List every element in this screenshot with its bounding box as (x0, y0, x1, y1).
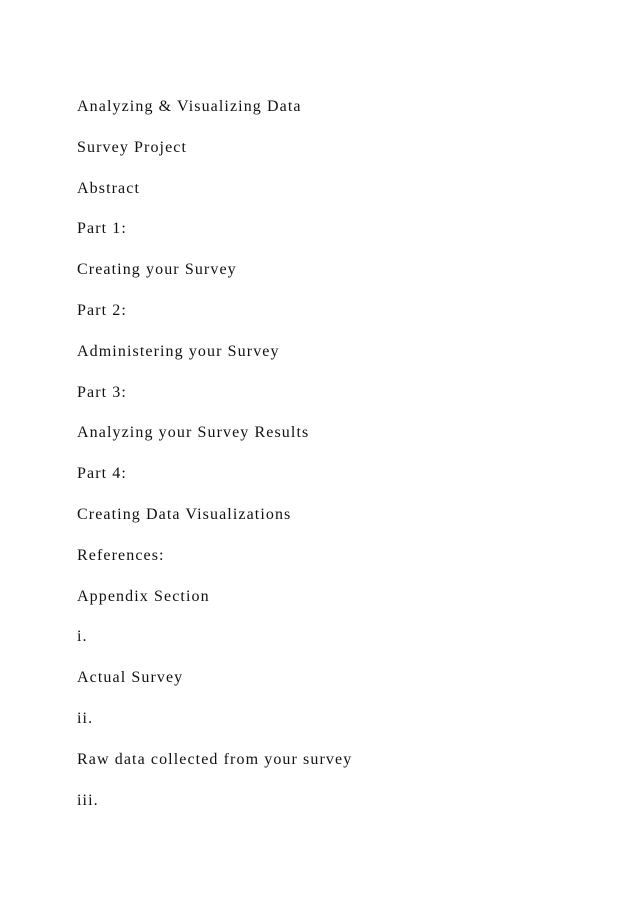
part-3-label: Part 3: (77, 383, 127, 401)
appendix-item-ii-text: Raw data collected from your survey (77, 750, 353, 768)
part-3-title: Analyzing your Survey Results (77, 424, 310, 442)
appendix-item-ii-marker: ii. (77, 709, 94, 727)
appendix-item-iii-marker: iii. (77, 791, 99, 809)
appendix-heading: Appendix Section (77, 587, 210, 605)
appendix-item-i-marker: i. (77, 628, 88, 646)
section-heading-abstract: Abstract (77, 179, 141, 197)
part-2-title: Administering your Survey (77, 342, 280, 360)
document-body (77, 96, 352, 830)
part-1-label: Part 1: (77, 220, 127, 238)
appendix-item-i-text: Actual Survey (77, 669, 184, 687)
part-2-label: Part 2: (77, 301, 127, 319)
part-1-title: Creating your Survey (77, 261, 237, 279)
part-4-title: Creating Data Visualizations (77, 505, 292, 523)
document-title: Analyzing & Visualizing Data (77, 98, 302, 115)
document-subtitle: Survey Project (77, 138, 188, 156)
part-4-label: Part 4: (77, 465, 127, 483)
references-heading: References: (77, 546, 165, 564)
